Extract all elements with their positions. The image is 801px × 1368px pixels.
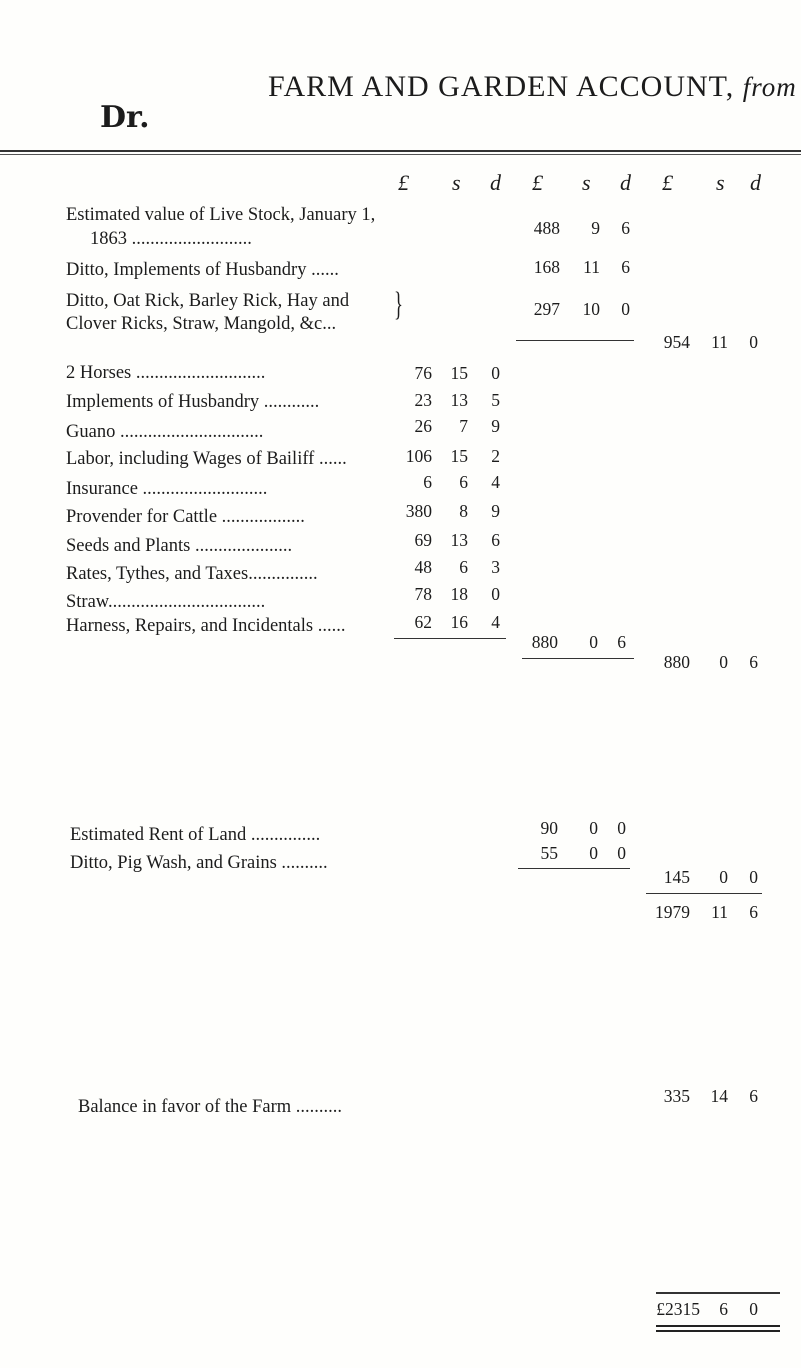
estimate-label: Ditto, Implements of Husbandry ......	[66, 260, 339, 280]
expense-label: Insurance ...........................	[66, 479, 268, 499]
amount-pounds: £2315	[656, 1299, 700, 1319]
amount-pence: 5	[491, 390, 500, 410]
page-title	[268, 70, 797, 104]
amount-pence: 6	[621, 218, 630, 238]
amount-pence: 0	[749, 867, 758, 887]
amount-pounds: 23	[414, 390, 432, 410]
amount-pounds: 145	[663, 867, 690, 887]
expense-label: Straw..................................	[66, 592, 266, 612]
amount-pence: 0	[749, 1299, 758, 1319]
amount-pence: 6	[617, 632, 626, 652]
amount-pounds: 168	[533, 257, 560, 277]
amount-pounds: 1979	[655, 902, 690, 922]
amount-pence: 3	[491, 557, 500, 577]
amount-pence: 0	[491, 363, 500, 383]
expenses-rule	[394, 638, 506, 639]
amount-shillings: 13	[450, 530, 468, 550]
estimate-label: Ditto, Oat Rick, Barley Rick, Hay and	[66, 291, 350, 311]
amount-pounds: 69	[414, 530, 432, 550]
amount-pence: 6	[749, 902, 758, 922]
amount-shillings: 0	[589, 843, 598, 863]
amount-shillings: 6	[459, 557, 468, 577]
shilling-symbol: s	[452, 170, 461, 195]
amount-pounds: 954	[663, 332, 690, 352]
amount-pence: 4	[491, 472, 500, 492]
brace-icon: }	[394, 286, 403, 323]
amount-pounds: 48	[414, 557, 432, 577]
amount-pounds: 335	[663, 1086, 690, 1106]
amount-shillings: 0	[719, 652, 728, 672]
amount-shillings: 14	[710, 1086, 728, 1106]
expense-label: Labor, including Wages of Bailiff ......	[66, 449, 347, 469]
pound-symbol: £	[662, 170, 673, 195]
amount-shillings: 6	[459, 472, 468, 492]
expense-label: Seeds and Plants .....................	[66, 536, 293, 556]
expense-label: Implements of Husbandry ............	[66, 392, 320, 412]
grand-total-double-rule	[656, 1325, 780, 1332]
amount-pounds: 26	[414, 416, 432, 436]
header-rule-thin	[0, 154, 801, 155]
amount-pence: 0	[491, 584, 500, 604]
amount-pence: 2	[491, 446, 500, 466]
amount-pounds: 488	[533, 218, 560, 238]
expense-label: Harness, Repairs, and Incidentals ......	[66, 616, 346, 636]
amount-shillings: 10	[582, 299, 600, 319]
pence-symbol: d	[750, 170, 761, 195]
expenses-subtotal-rule	[522, 658, 634, 659]
estimate-label-cont: Clover Ricks, Straw, Mangold, &c...	[66, 314, 337, 334]
amount-pence: 4	[491, 612, 500, 632]
expense-label: 2 Horses ............................	[66, 363, 266, 383]
amount-pounds: 380	[405, 501, 432, 521]
amount-shillings: 18	[450, 584, 468, 604]
amount-pence: 9	[491, 416, 500, 436]
expense-label: Provender for Cattle ..................	[66, 507, 305, 527]
amount-pounds: 62	[414, 612, 432, 632]
amount-pounds: 880	[663, 652, 690, 672]
amount-pounds: 90	[540, 818, 558, 838]
expense-label: Guano ...............................	[66, 422, 264, 442]
shilling-symbol: s	[582, 170, 591, 195]
amount-shillings: 8	[459, 501, 468, 521]
amount-shillings: 7	[459, 416, 468, 436]
amount-shillings: 11	[711, 902, 728, 922]
title-emphasis: from	[742, 72, 797, 102]
amount-pence: 6	[749, 652, 758, 672]
amount-pounds: 297	[533, 299, 560, 319]
amount-pounds: 76	[414, 363, 432, 383]
amount-shillings: 0	[719, 867, 728, 887]
amount-pence: 0	[617, 843, 626, 863]
amount-pounds: 880	[531, 632, 558, 652]
amount-pence: 6	[749, 1086, 758, 1106]
pence-symbol: d	[490, 170, 501, 195]
rent-rule	[518, 868, 630, 869]
shilling-symbol: s	[716, 170, 725, 195]
amount-pence: 0	[617, 818, 626, 838]
amount-pence: 0	[621, 299, 630, 319]
title-main: FARM AND GARDEN ACCOUNT,	[268, 70, 735, 103]
amount-shillings: 9	[591, 218, 600, 238]
amount-pence: 9	[491, 501, 500, 521]
amount-shillings: 0	[589, 818, 598, 838]
amount-shillings: 13	[450, 390, 468, 410]
amount-pounds: 6	[423, 472, 432, 492]
amount-shillings: 11	[711, 332, 728, 352]
amount-shillings: 11	[583, 257, 600, 277]
rent-label: Estimated Rent of Land ...............	[70, 825, 321, 845]
amount-pence: 6	[491, 530, 500, 550]
running-total-rule	[646, 893, 762, 894]
pound-symbol: £	[532, 170, 543, 195]
estimate-label: Estimated value of Live Stock, January 1,	[66, 205, 376, 225]
pence-symbol: d	[620, 170, 631, 195]
estimate-label-cont: 1863 ..........................	[90, 229, 252, 249]
amount-pence: 6	[621, 257, 630, 277]
amount-shillings: 15	[450, 363, 468, 383]
balance-label: Balance in favor of the Farm ..........	[78, 1097, 343, 1117]
subtotal-rule	[516, 340, 634, 341]
rent-label: Ditto, Pig Wash, and Grains ..........	[70, 853, 328, 873]
header-rule	[0, 150, 801, 152]
amount-pounds: 55	[540, 843, 558, 863]
debit-label: Dr.	[100, 100, 150, 135]
amount-pence: 0	[749, 332, 758, 352]
pound-symbol: £	[398, 170, 409, 195]
amount-pounds: 106	[405, 446, 432, 466]
amount-shillings: 15	[450, 446, 468, 466]
amount-shillings: 6	[719, 1299, 728, 1319]
amount-pounds: 78	[414, 584, 432, 604]
amount-shillings: 16	[450, 612, 468, 632]
amount-shillings: 0	[589, 632, 598, 652]
grand-total-rule-top	[656, 1292, 780, 1294]
expense-label: Rates, Tythes, and Taxes...............	[66, 564, 318, 584]
